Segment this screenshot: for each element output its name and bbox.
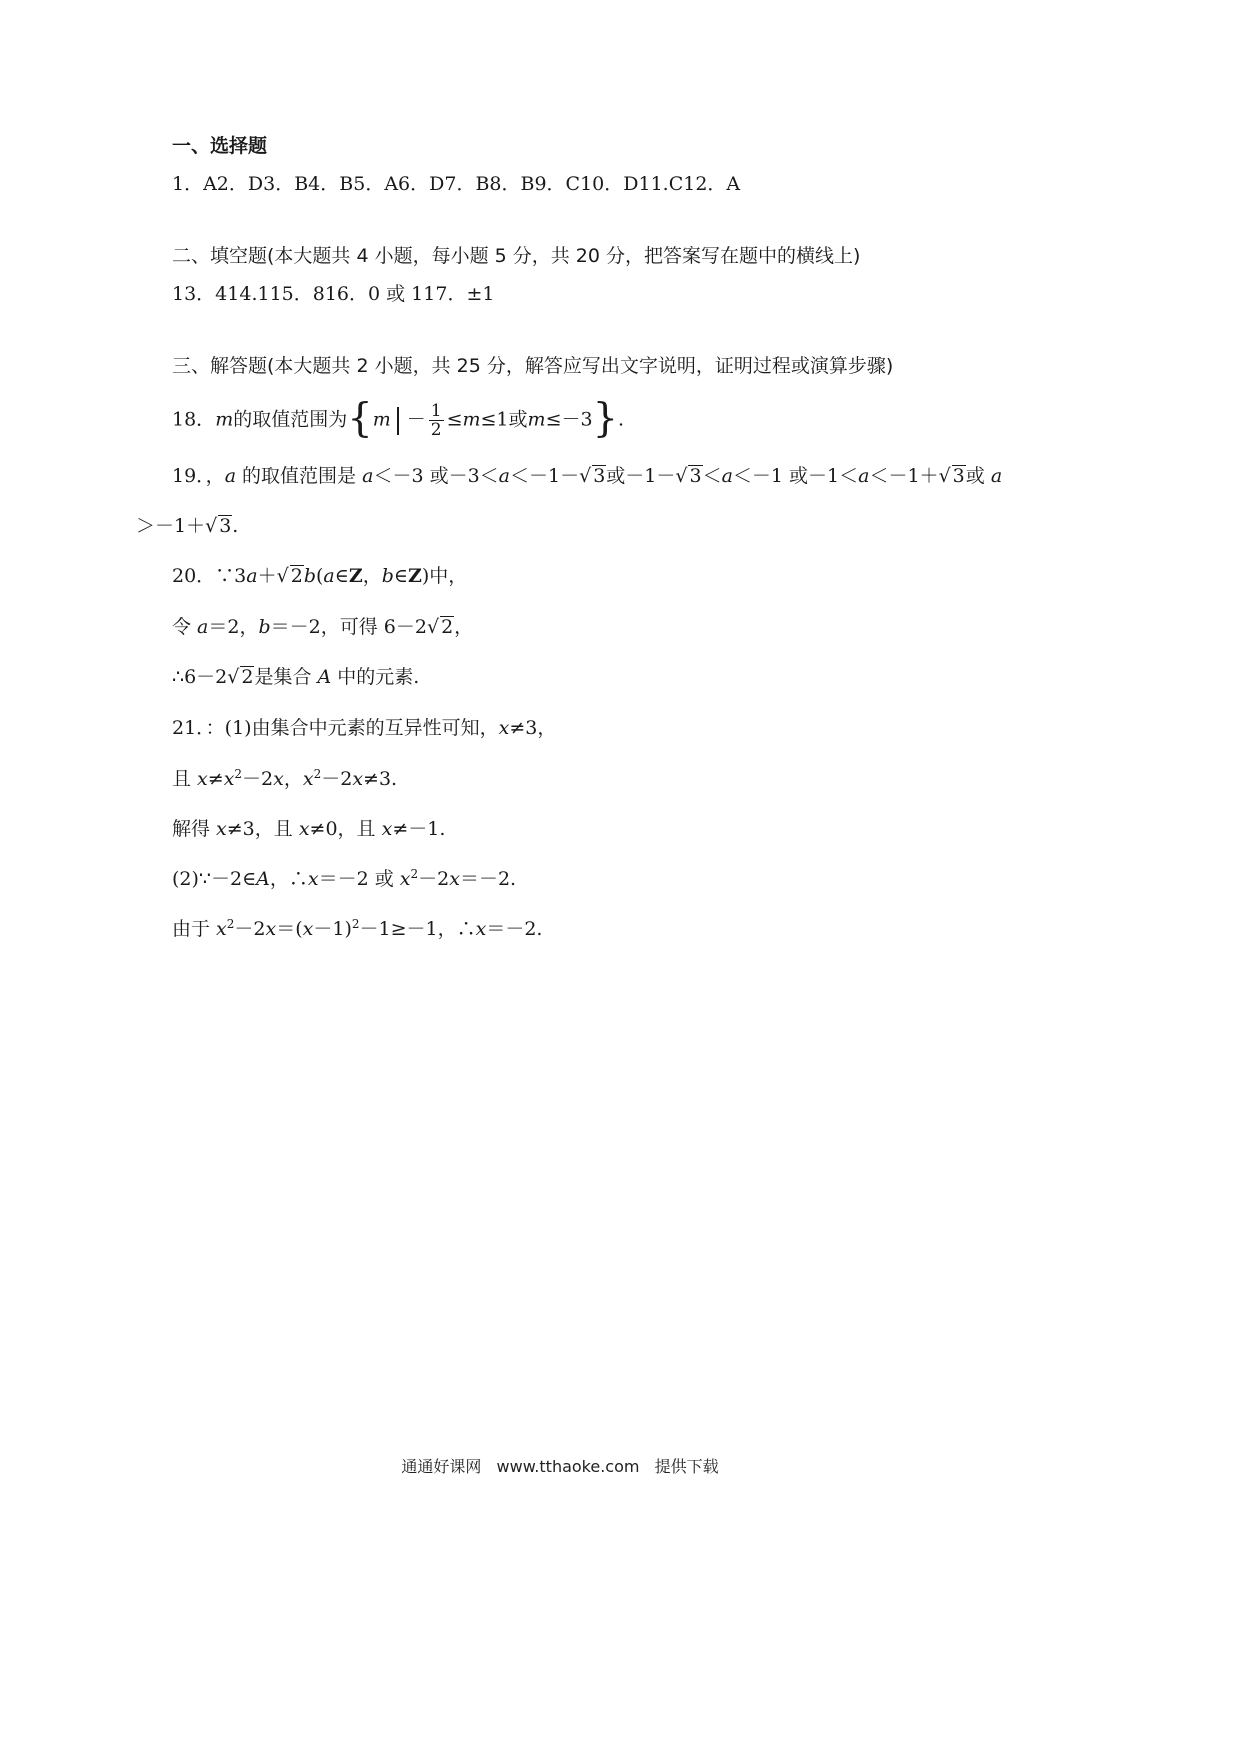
footer-suffix: 提供下载 bbox=[654, 1457, 719, 1476]
section-3-heading: 三、解答题(本大题共 2 小题，共 25 分，解答应写出文字说明，证明过程或演算步骤) bbox=[172, 355, 894, 377]
section-1-answers: 1．A2．D3．B4．B5．A6．D7．B8．B9．C10．D11.C12．A bbox=[172, 173, 741, 195]
footer-url[interactable]: www.tthaoke.com bbox=[496, 1457, 640, 1476]
sqrt-radicand: 2 bbox=[290, 565, 303, 587]
sqrt-radicand: 3 bbox=[952, 465, 965, 487]
question-18: 18．m的取值范围为{m － $\frac{1}{2}$ ≤m≤1或m≤－3}. bbox=[172, 395, 625, 442]
section-1-heading: 一、选择题 bbox=[172, 135, 268, 157]
page-footer bbox=[0, 1454, 1120, 1477]
section-2-answers: 13．414.115．816．0 或 117．±1 bbox=[172, 283, 495, 305]
right-brace: } bbox=[592, 395, 619, 442]
question-19-line-2: ＞－1＋√ 3. bbox=[136, 515, 239, 537]
sqrt-radicand: 3 bbox=[593, 465, 606, 487]
fraction-one-half: $\frac{1}{2}$ bbox=[430, 401, 442, 440]
left-brace: { bbox=[347, 395, 373, 442]
question-21-line-3: 解得 x≠3，且 x≠0，且 x≠－1. bbox=[172, 818, 446, 840]
question-20-line-1: 20．∵3a＋√ 2b(a∈Z，b∈Z)中， bbox=[172, 565, 468, 587]
question-21-line-1: 21．：(1)由集合中元素的互异性可知，x≠3， bbox=[172, 717, 557, 739]
sqrt-radicand: 2 bbox=[241, 666, 254, 688]
question-20-line-2: 令 a＝2，b＝－2，可得 6－2√ 2， bbox=[172, 616, 474, 638]
question-21-line-2: 且 $x\ne x^2-2x$，$x^2-2x\ne 3$. bbox=[172, 767, 398, 790]
footer-site-name: 通通好课网 bbox=[401, 1457, 482, 1476]
question-20-line-3: ∴6－2√ 2是集合 A 中的元素. bbox=[172, 666, 420, 688]
sqrt-radicand: 3 bbox=[219, 515, 232, 537]
question-21-line-4: (2)∵－2∈A，∴x＝－2 或 $x^2-2x=-2$. bbox=[172, 867, 517, 890]
sqrt-radicand: 2 bbox=[441, 616, 454, 638]
sqrt-radicand: 3 bbox=[689, 465, 702, 487]
section-2-heading: 二、填空题(本大题共 4 小题，每小题 5 分，共 20 分，把答案写在题中的横线上) bbox=[172, 245, 861, 267]
question-21-line-5: 由于 $x^2-2x=(x-1)^2-1\ge-1$，∴x＝－2. bbox=[172, 917, 543, 940]
set-bar bbox=[397, 407, 399, 435]
question-19-line-1: 19．，a 的取值范围是 a＜－3 或－3＜a＜－1－√ 3或－1－√ 3＜a＜－1 或－1＜a＜－1＋√ 3或 a bbox=[172, 465, 1003, 487]
